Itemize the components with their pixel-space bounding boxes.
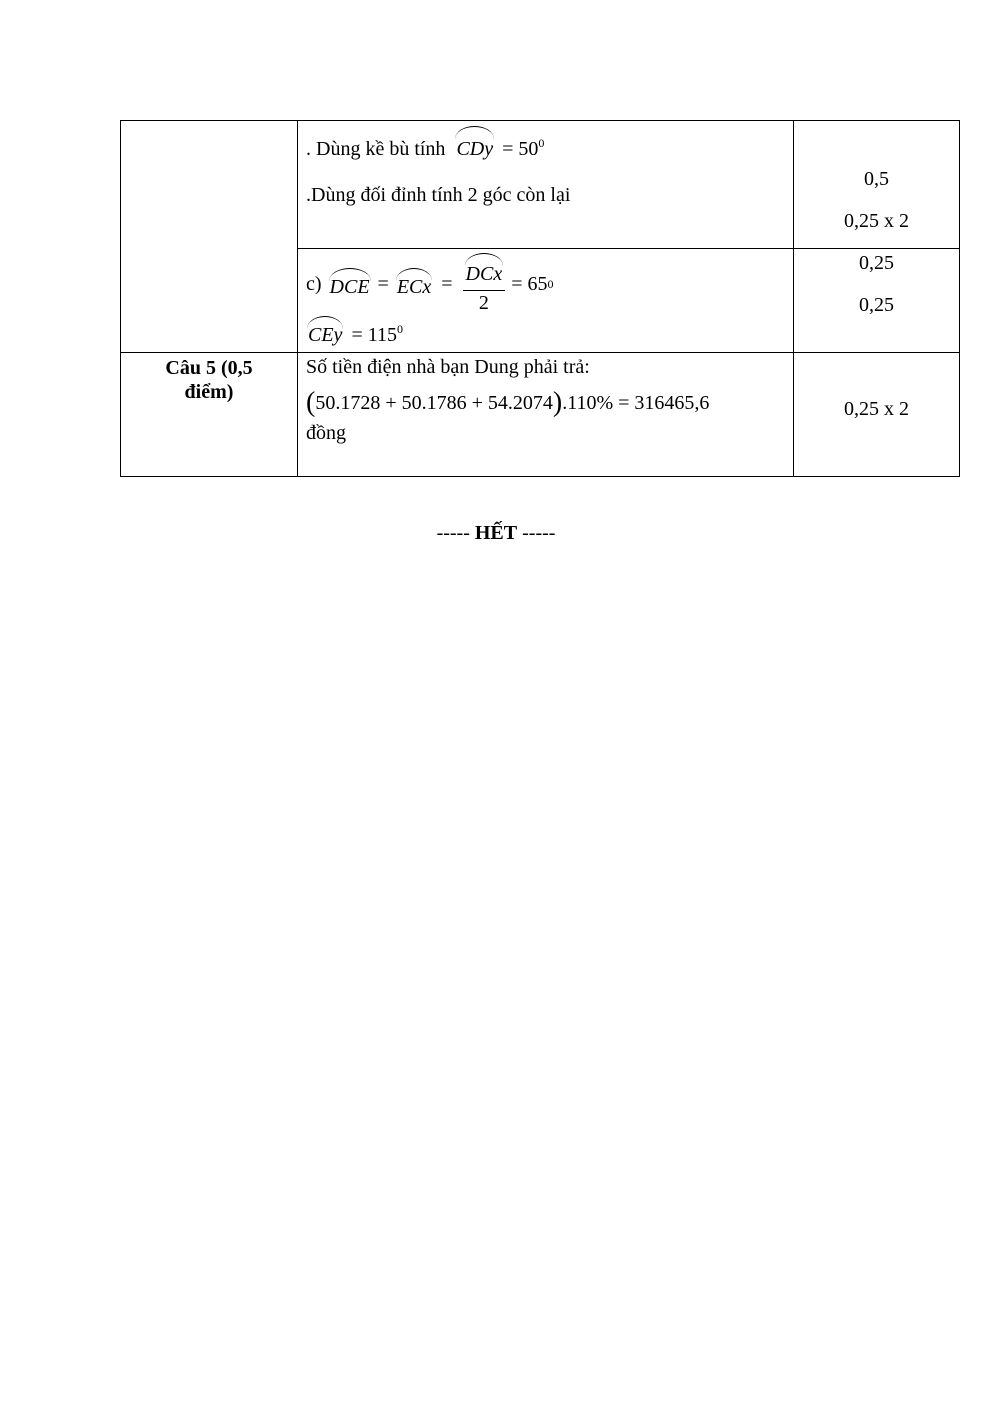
equation-text: = 115 (351, 324, 397, 346)
solution-line (306, 317, 787, 347)
end-marker (0, 522, 992, 545)
equation-text: .110% = 316465,6 (562, 392, 710, 414)
angle-symbol: DCx (466, 254, 503, 288)
question-cell-empty (121, 121, 298, 353)
equation-text: = (377, 273, 389, 295)
solution-cell (298, 353, 794, 477)
dashes: ----- (436, 522, 470, 544)
solution-line (306, 183, 787, 207)
degree-superscript: 0 (538, 136, 545, 150)
question-cell (121, 353, 298, 477)
solution-line (306, 127, 787, 160)
score-value: 0,25 (859, 294, 894, 316)
grading-table (120, 120, 960, 477)
equation-text: = 50 (502, 138, 539, 160)
angle-symbol: CDy (456, 127, 493, 165)
score-cell (794, 249, 960, 353)
fraction (463, 254, 506, 314)
solution-text: .Dùng đối đỉnh tính 2 góc còn lại (306, 184, 571, 206)
solution-cell (298, 249, 794, 353)
equation-text: = (441, 273, 453, 295)
parenthesis: ) (552, 387, 563, 418)
table-row (121, 353, 960, 477)
solution-text: Số tiền điện nhà bạn Dung phải trả: (306, 356, 590, 378)
end-word: HẾT (474, 522, 518, 544)
score-value: 0,25 x 2 (844, 398, 909, 420)
angle-symbol: CEy (308, 317, 342, 347)
angle-symbol: ECx (397, 269, 431, 299)
score-value: 0,25 (859, 252, 894, 274)
solution-line (306, 387, 787, 419)
score-cell (794, 121, 960, 249)
degree-superscript: 0 (396, 322, 403, 336)
equation-text: 50.1728 + 50.1786 + 54.2074 (315, 392, 553, 414)
score-value: 0,25 x 2 (844, 210, 909, 232)
angle-symbol: DCE (330, 269, 370, 299)
score-cell (794, 353, 960, 477)
part-label: c) (306, 273, 322, 295)
dashes: ----- (522, 522, 556, 544)
question-label: Câu 5 (0,5 điểm) (165, 357, 253, 403)
parenthesis: ( (306, 387, 316, 418)
table-row (121, 121, 960, 249)
solution-cell (298, 121, 794, 249)
solution-text: . Dùng kề bù tính (306, 138, 446, 160)
score-value: 0,5 (864, 168, 889, 190)
equation-text: = 65 (511, 273, 548, 295)
fraction-denominator: 2 (478, 292, 489, 314)
solution-text: đồng (306, 422, 346, 444)
solution-line: c) DCE = ECx = $\frac{\text{DCx}}{2}$ = 65 0 (306, 253, 787, 315)
